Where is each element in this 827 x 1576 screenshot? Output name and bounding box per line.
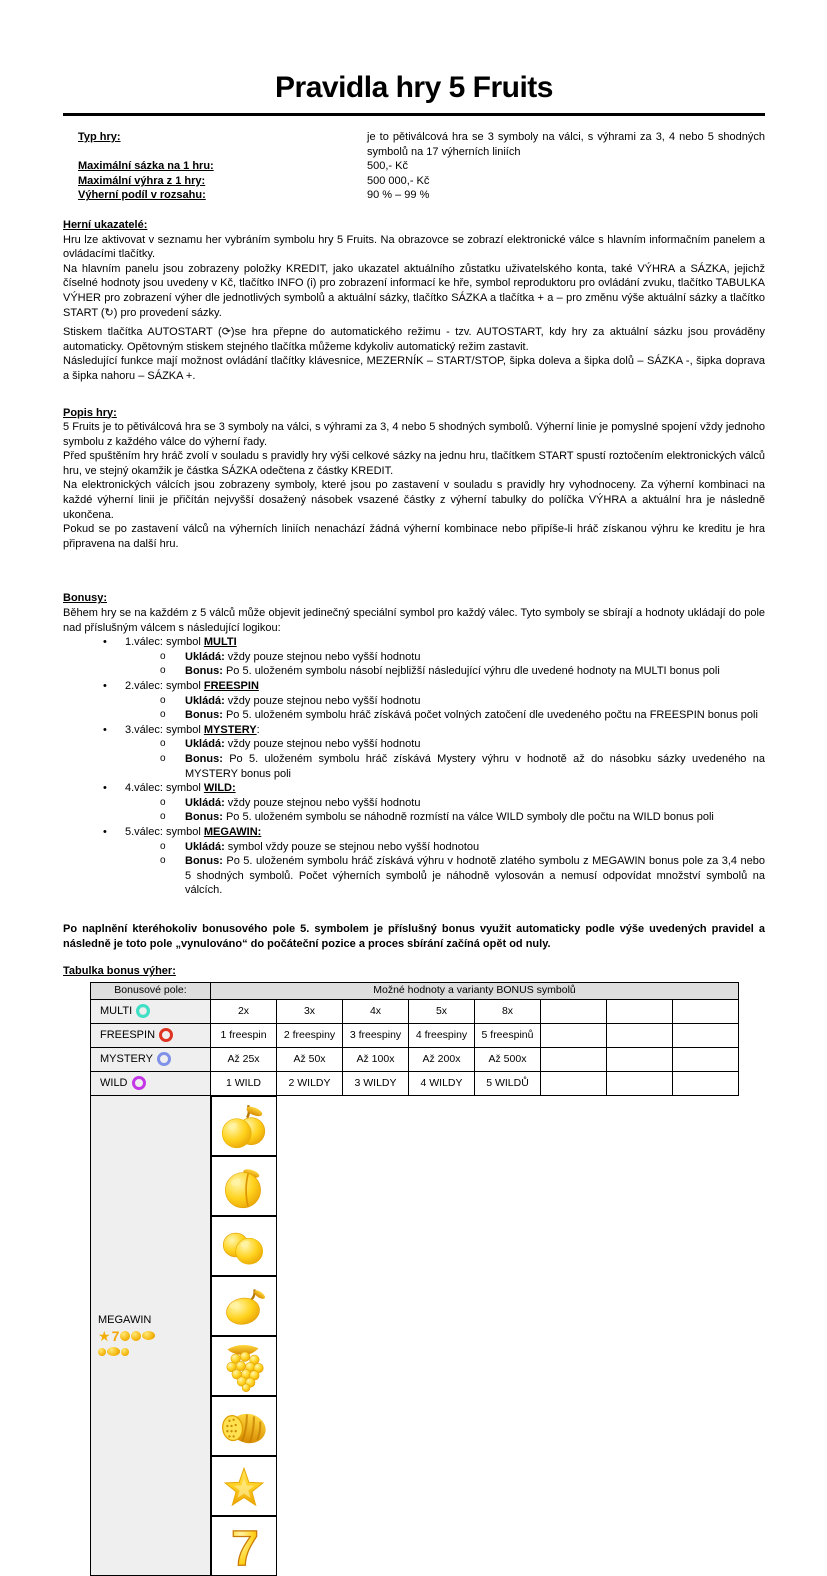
paragraph: Během hry se na každém z 5 válců může objevit jedinečný speciální symbol pro každý válec. Tyto symboly se sbírají a hodnoty ukládají do pole nad příslušným válcem s následující logikou: — [63, 607, 765, 634]
table-header-row — [91, 982, 739, 999]
table-row-multi — [91, 999, 739, 1023]
bullet-text: : — [256, 723, 260, 736]
list-item — [63, 664, 765, 679]
bonus-reel-4 — [63, 781, 765, 796]
megawin-lemon-icon — [217, 1279, 271, 1333]
section-bonuses — [63, 591, 765, 897]
spec-label: Maximální výhra z 1 hry: — [78, 174, 206, 187]
mini-cherry-icon — [121, 1348, 129, 1356]
megawin-symbol-cell — [211, 1096, 277, 1156]
paragraph: Před spuštěním hry hráč zvolí v souladu s pravidly hry výši celkové sázky na jednu hru, tlačítkem START spustí roztočením elektronických válců hru, ve stejný okamžik je částka SÁZKA odečtena z částky KREDIT. — [63, 450, 765, 477]
bonus-sublist — [63, 650, 765, 679]
bonus-sublist — [63, 737, 765, 781]
row-label-cell — [91, 1095, 211, 1576]
page-title: Pravidla hry 5 Fruits — [275, 71, 553, 104]
list-item — [63, 781, 765, 825]
paragraph: Na hlavním panelu jsou zobrazeny položky KREDIT, jako ukazatel aktuálního zůstatku uživatelského konta, také VÝHRA a SÁZKA, jejichž číselné hodnoty jsou uvedeny v Kč, tlačítko INFO (i) pro zobrazení informací ke hře, symbol reproduktoru pro ovládání zvuku, tlačítko TABULKA VÝHER pro zobrazení výher dle jednotlivých symbolů a aktuální sázky, tlačítko SÁZKA a tlačítka + a – pro změnu výše aktuální sázky a tlačítko START (↻) pro provedení sázky. — [63, 262, 765, 319]
bonus-symbol-name: MULTI — [203, 636, 237, 649]
title-rule — [63, 113, 765, 116]
table-row-mystery — [91, 1047, 739, 1071]
list-item — [63, 694, 765, 709]
spec-row-type — [63, 130, 765, 159]
multi-ring-icon — [136, 1004, 150, 1018]
spec-row-payout — [63, 188, 765, 203]
table-cell — [673, 1047, 739, 1071]
bonus-table-section — [63, 964, 765, 1576]
sub-text: vždy pouze stejnou nebo vyšší hodnotu — [224, 694, 421, 707]
table-cell: Až 100x — [343, 1047, 409, 1071]
table-cell: 3x — [277, 999, 343, 1023]
megawin-symbol-cell — [211, 1396, 277, 1456]
table-cell — [541, 1047, 607, 1071]
mystery-ring-icon — [157, 1052, 171, 1066]
megawin-star-icon — [217, 1459, 271, 1513]
table-cell: 5x — [409, 999, 475, 1023]
bullet-text: 5.válec: symbol — [125, 825, 204, 838]
row-label: MULTI — [100, 1004, 133, 1017]
wild-ring-icon — [132, 1076, 146, 1090]
sub-text: Po 5. uloženém symbolu hráč získává výhru v hodnotě zlatého symbolu z MEGAWIN bonus pole za 3,4 nebo 5 shodných symbolů. Počet výherních symbolů je náhodně vylosován a nemusí odpovídat množství symbolů na válcích. — [185, 855, 765, 897]
section-heading: Bonusy: — [63, 592, 107, 605]
paragraph: Pokud se po zastavení válců na výherních liniích nenachází žádná výherní kombinace nebo připíše-li hráč získanou výhru ke kreditu je hra připravena na další hru. — [63, 523, 765, 550]
bonus-sublist — [63, 840, 765, 898]
megawin-apples-icon — [217, 1099, 271, 1153]
table-cell: Až 25x — [211, 1047, 277, 1071]
megawin-symbol-cell — [211, 1156, 277, 1216]
list-item — [63, 635, 765, 679]
table-cell: 4 freespiny — [409, 1023, 475, 1047]
sub-label: Ukládá: — [185, 694, 225, 707]
table-cell: Až 50x — [277, 1047, 343, 1071]
sub-label: Bonus: — [185, 665, 223, 678]
mini-grapes-icon — [131, 1331, 141, 1341]
megawin-symbol-cell — [211, 1516, 277, 1576]
table-cell: Až 200x — [409, 1047, 475, 1071]
megawin-symbol-cell — [211, 1456, 277, 1516]
sub-label: Bonus: — [185, 752, 223, 765]
spec-label: Maximální sázka na 1 hru: — [78, 160, 214, 173]
table-cell: 4 WILDY — [409, 1071, 475, 1095]
bonus-reset-note: Po naplnění kteréhokoliv bonusového pole 5. symbolem je příslušný bonus využit automaticky podle výše uvedených pravidel a následně je toto pole „vynulováno“ do počáteční pozice a proces sbírání začíná opět od nuly. — [63, 922, 765, 950]
bonus-reel-1 — [63, 635, 765, 650]
table-cell: 8x — [475, 999, 541, 1023]
section-game-indicators — [63, 218, 765, 384]
table-cell — [541, 999, 607, 1023]
megawin-melon-icon — [217, 1399, 271, 1453]
sub-text: symbol vždy pouze se stejnou nebo vyšší hodnotou — [224, 840, 480, 853]
spec-value: 500,- Kč — [367, 160, 408, 173]
column-header-span: Možné hodnoty a varianty BONUS symbolů — [211, 982, 739, 999]
megawin-symbol-cell — [211, 1336, 277, 1396]
megawin-plums-icon — [217, 1219, 271, 1273]
section-heading: Herní ukazatelé: — [63, 218, 148, 231]
mini-star-icon: ★ — [98, 1327, 111, 1344]
table-cell: 2x — [211, 999, 277, 1023]
bonus-reel-3 — [63, 723, 765, 738]
mini-plum-icon — [142, 1331, 155, 1340]
list-item — [63, 708, 765, 723]
bullet-text: 2.válec: symbol — [125, 680, 204, 692]
row-label-cell — [91, 1047, 211, 1071]
spec-list — [63, 130, 765, 203]
list-item — [63, 737, 765, 752]
bonus-sublist — [63, 694, 765, 723]
row-label-cell — [91, 1023, 211, 1047]
list-item — [63, 796, 765, 811]
sub-label: Ukládá: — [185, 796, 225, 809]
paragraph: 5 Fruits je to pětiválcová hra se 3 symboly na válci, s výhrami za 3, 4 nebo 5 shodných symbolů. Výherní linie je pomyslné spojení vždy jednoho symbolu z každého válce do výherní řady. — [63, 421, 765, 448]
spec-value: je to pětiválcová hra se 3 symboly na válci, s výhrami za 3, 4 nebo 5 shodných symbolů na 17 výherních liniích — [367, 131, 765, 158]
paragraph: Následující funkce mají možnost ovládání tlačítky klávesnice, MEZERNÍK – START/STOP, šipka doleva a šipka dolů – SÁZKA -, šipka doprava a šipka nahoru – SÁZKA +. — [63, 355, 765, 382]
megawin-peach-icon — [217, 1159, 271, 1213]
svg-text:7: 7 — [230, 1520, 259, 1573]
table-cell: 2 WILDY — [277, 1071, 343, 1095]
spec-label: Výherní podíl v rozsahu: — [78, 189, 206, 202]
spec-value: 90 % – 99 % — [367, 189, 430, 202]
paragraph: Stiskem tlačítka AUTOSTART (⟳)se hra přepne do automatického režimu - tzv. AUTOSTART, kdy hry za aktuální sázku jsou prováděny automaticky. Opětovným stiskem stejného tlačítka můžeme kdykoliv automatický režim zastavit. — [63, 326, 765, 353]
bullet-text: 3.válec: symbol — [125, 723, 204, 736]
sub-label: Bonus: — [185, 811, 223, 824]
table-cell — [607, 1047, 673, 1071]
table-cell — [673, 1023, 739, 1047]
list-item — [63, 840, 765, 855]
paragraph: Hru lze aktivovat v seznamu her vybráním symbolu hry 5 Fruits. Na obrazovce se zobrazí elektronické válce s hlavním informačním panelem a ovládacími tlačítky. — [63, 233, 765, 261]
row-label: WILD — [100, 1076, 128, 1089]
list-item — [63, 752, 765, 781]
bullet-text: 1.válec: symbol — [125, 636, 204, 649]
sub-label: Ukládá: — [185, 840, 225, 853]
table-heading: Tabulka bonus výher: — [63, 965, 176, 978]
table-cell: Až 500x — [475, 1047, 541, 1071]
table-cell — [607, 999, 673, 1023]
bonus-reel-2 — [63, 679, 765, 694]
mini-apple-icon — [98, 1348, 106, 1356]
sub-label: Bonus: — [185, 709, 223, 722]
bonus-symbol-name: MYSTERY — [203, 723, 257, 736]
row-label-cell — [91, 1071, 211, 1095]
megawin-mini-symbols — [98, 1328, 210, 1344]
table-row-freespin — [91, 1023, 739, 1047]
mini-melon-icon — [120, 1331, 130, 1341]
row-label: MYSTERY — [100, 1052, 153, 1065]
sub-label: Bonus: — [185, 855, 223, 868]
section-game-description — [63, 406, 765, 552]
table-cell — [607, 1023, 673, 1047]
table-cell: 1 freespin — [211, 1023, 277, 1047]
table-cell: 5 freespinů — [475, 1023, 541, 1047]
freespin-ring-icon — [159, 1028, 173, 1042]
spec-value: 500 000,- Kč — [367, 174, 430, 187]
table-cell — [673, 999, 739, 1023]
sub-text: vždy pouze stejnou nebo vyšší hodnotu — [224, 796, 421, 809]
table-cell: 2 freespiny — [277, 1023, 343, 1047]
bonus-sublist — [63, 796, 765, 825]
sub-text: Po 5. uloženém symbolu hráč získává Mystery výhru v hodnotě až do násobku sázky uvedeného na MYSTERY bonus poli — [185, 752, 765, 780]
list-item — [63, 854, 765, 898]
spec-label: Typ hry: — [78, 131, 121, 143]
mini-lemon-icon — [107, 1347, 120, 1356]
bonus-symbol-name: MEGAWIN: — [203, 825, 262, 838]
row-label: FREESPIN — [100, 1028, 156, 1041]
table-cell: 4x — [343, 999, 409, 1023]
table-cell: 3 WILDY — [343, 1071, 409, 1095]
bonus-symbol-name: FREESPIN — [203, 680, 259, 692]
bonus-table — [90, 982, 739, 1576]
megawin-symbol-cell — [211, 1216, 277, 1276]
sub-text: Po 5. uloženém symbolu hráč získává počet volných zatočení dle uvedeného počtu na FREESPIN bonus poli — [222, 709, 758, 722]
bullet-text: 4.válec: symbol — [125, 782, 204, 795]
megawin-mini-symbols — [98, 1344, 210, 1360]
sub-label: Ukládá: — [185, 738, 225, 751]
spec-row-max-bet — [63, 159, 765, 174]
megawin-seven-icon — [217, 1519, 271, 1573]
bonus-list — [63, 635, 765, 898]
sub-text: Po 5. uloženém symbolu se náhodně rozmístí na válce WILD symboly dle počtu na WILD bonus poli — [222, 811, 714, 824]
spec-row-max-win — [63, 174, 765, 189]
table-cell — [541, 1071, 607, 1095]
list-item — [63, 679, 765, 723]
paragraph: Na elektronických válcích jsou zobrazeny symboly, které jsou po zastavení v souladu s pravidly hry vyhodnoceny. Za výherní kombinaci na každé výherní linii je přičítán nejvyšší dosažený násobek vsazené částky z výherní tabulky do políčka VÝHRA a aktuální hra je následně ukončena. — [63, 479, 765, 521]
table-cell — [607, 1071, 673, 1095]
table-cell: 3 freespiny — [343, 1023, 409, 1047]
sub-text: vždy pouze stejnou nebo vyšší hodnotu — [224, 738, 421, 751]
column-header: Bonusové pole: — [91, 982, 211, 999]
table-cell: 5 WILDŮ — [475, 1071, 541, 1095]
list-item — [63, 825, 765, 898]
section-heading: Popis hry: — [63, 406, 117, 419]
list-item — [63, 650, 765, 665]
row-label: MEGAWIN — [98, 1314, 152, 1327]
sub-text: vždy pouze stejnou nebo vyšší hodnotu — [224, 650, 421, 663]
megawin-symbol-cell — [211, 1276, 277, 1336]
table-cell — [673, 1071, 739, 1095]
list-item — [63, 723, 765, 781]
bonus-reel-5 — [63, 825, 765, 840]
sub-label: Ukládá: — [185, 650, 225, 663]
table-cell: 1 WILD — [211, 1071, 277, 1095]
row-label-cell — [91, 999, 211, 1023]
table-row-wild — [91, 1071, 739, 1095]
table-row-megawin — [91, 1095, 739, 1576]
mini-seven-icon: 7 — [111, 1327, 120, 1344]
list-item — [63, 810, 765, 825]
sub-text: Po 5. uloženém symbolu násobí nejbližší následující výhru dle uvedené hodnoty na MULTI bonus poli — [222, 665, 720, 678]
megawin-grapes-icon — [217, 1339, 271, 1393]
bonus-symbol-name: WILD: — [203, 782, 236, 795]
table-cell — [541, 1023, 607, 1047]
